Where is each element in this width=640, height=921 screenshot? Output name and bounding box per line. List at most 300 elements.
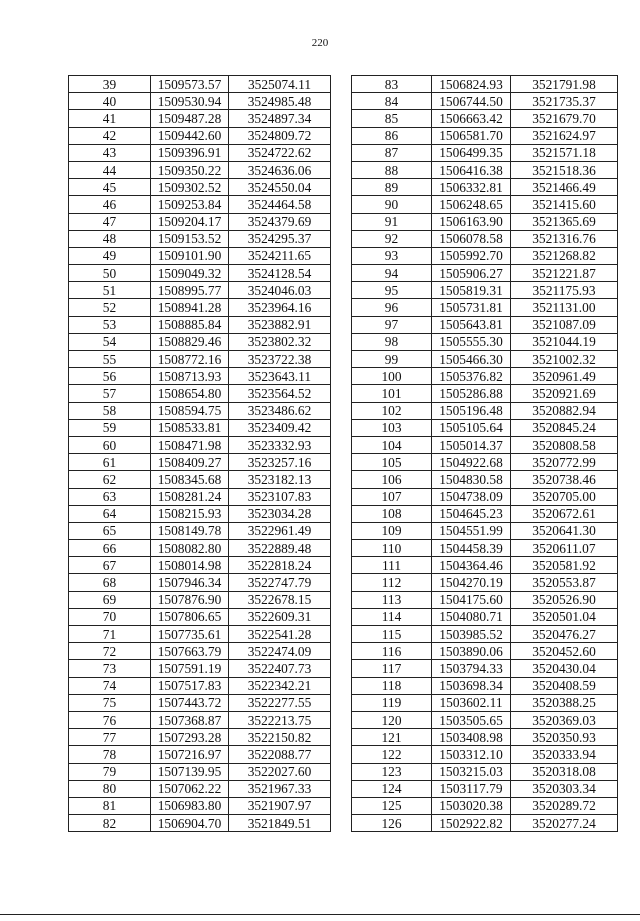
point-number-cell: 120 bbox=[352, 711, 432, 728]
point-number-cell: 115 bbox=[352, 626, 432, 643]
northing-cell: 3520350.93 bbox=[511, 729, 618, 746]
point-number-cell: 121 bbox=[352, 729, 432, 746]
easting-cell: 1503215.03 bbox=[432, 763, 511, 780]
point-number-cell: 85 bbox=[352, 110, 432, 127]
easting-cell: 1503020.38 bbox=[432, 797, 511, 814]
northing-cell: 3520452.60 bbox=[511, 643, 618, 660]
easting-cell: 1506824.93 bbox=[432, 76, 511, 93]
point-number-cell: 75 bbox=[69, 694, 151, 711]
easting-cell: 1509442.60 bbox=[151, 127, 229, 144]
table-row bbox=[352, 797, 618, 814]
easting-cell: 1504270.19 bbox=[432, 574, 511, 591]
easting-cell: 1509153.52 bbox=[151, 230, 229, 247]
easting-cell: 1508082.80 bbox=[151, 540, 229, 557]
northing-cell: 3522678.15 bbox=[229, 591, 331, 608]
table-row bbox=[352, 471, 618, 488]
table-row bbox=[69, 471, 331, 488]
northing-cell: 3520705.00 bbox=[511, 488, 618, 505]
table-row bbox=[69, 196, 331, 213]
point-number-cell: 117 bbox=[352, 660, 432, 677]
easting-cell: 1505643.81 bbox=[432, 316, 511, 333]
northing-cell: 3523332.93 bbox=[229, 436, 331, 453]
northing-cell: 3520738.46 bbox=[511, 471, 618, 488]
table-row bbox=[69, 213, 331, 230]
easting-cell: 1504364.46 bbox=[432, 557, 511, 574]
table-row bbox=[352, 591, 618, 608]
northing-cell: 3520672.61 bbox=[511, 505, 618, 522]
table-row bbox=[352, 351, 618, 368]
point-number-cell: 107 bbox=[352, 488, 432, 505]
point-number-cell: 111 bbox=[352, 557, 432, 574]
point-number-cell: 44 bbox=[69, 161, 151, 178]
easting-cell: 1509530.94 bbox=[151, 93, 229, 110]
easting-cell: 1507517.83 bbox=[151, 677, 229, 694]
northing-cell: 3520526.90 bbox=[511, 591, 618, 608]
northing-cell: 3524128.54 bbox=[229, 265, 331, 282]
table-row bbox=[69, 385, 331, 402]
easting-cell: 1506983.80 bbox=[151, 797, 229, 814]
easting-cell: 1507663.79 bbox=[151, 643, 229, 660]
point-number-cell: 108 bbox=[352, 505, 432, 522]
easting-cell: 1503698.34 bbox=[432, 677, 511, 694]
northing-cell: 3523722.38 bbox=[229, 351, 331, 368]
easting-cell: 1509049.32 bbox=[151, 265, 229, 282]
easting-cell: 1503602.11 bbox=[432, 694, 511, 711]
table-row bbox=[69, 144, 331, 161]
northing-cell: 3523409.42 bbox=[229, 419, 331, 436]
point-number-cell: 42 bbox=[69, 127, 151, 144]
point-number-cell: 79 bbox=[69, 763, 151, 780]
point-number-cell: 69 bbox=[69, 591, 151, 608]
northing-cell: 3520369.03 bbox=[511, 711, 618, 728]
table-row bbox=[69, 161, 331, 178]
point-number-cell: 84 bbox=[352, 93, 432, 110]
easting-cell: 1507735.61 bbox=[151, 626, 229, 643]
table-row bbox=[69, 351, 331, 368]
table-row bbox=[352, 711, 618, 728]
easting-cell: 1508713.93 bbox=[151, 368, 229, 385]
easting-cell: 1506904.70 bbox=[151, 815, 229, 832]
table-row bbox=[352, 505, 618, 522]
bottom-divider bbox=[0, 914, 640, 915]
northing-cell: 3520430.04 bbox=[511, 660, 618, 677]
easting-cell: 1509350.22 bbox=[151, 161, 229, 178]
northing-cell: 3521415.60 bbox=[511, 196, 618, 213]
easting-cell: 1508772.16 bbox=[151, 351, 229, 368]
table-row bbox=[69, 316, 331, 333]
northing-cell: 3523486.62 bbox=[229, 402, 331, 419]
northing-cell: 3523882.91 bbox=[229, 316, 331, 333]
table-row bbox=[69, 127, 331, 144]
northing-cell: 3524550.04 bbox=[229, 179, 331, 196]
northing-cell: 3523034.28 bbox=[229, 505, 331, 522]
northing-cell: 3524046.03 bbox=[229, 282, 331, 299]
table-row bbox=[69, 93, 331, 110]
table-row bbox=[352, 368, 618, 385]
table-row bbox=[352, 436, 618, 453]
easting-cell: 1504645.23 bbox=[432, 505, 511, 522]
easting-cell: 1506248.65 bbox=[432, 196, 511, 213]
northing-cell: 3521735.37 bbox=[511, 93, 618, 110]
point-number-cell: 118 bbox=[352, 677, 432, 694]
point-number-cell: 125 bbox=[352, 797, 432, 814]
point-number-cell: 101 bbox=[352, 385, 432, 402]
northing-cell: 3521131.00 bbox=[511, 299, 618, 316]
table-row bbox=[352, 385, 618, 402]
table-row bbox=[69, 660, 331, 677]
northing-cell: 3521907.97 bbox=[229, 797, 331, 814]
table-row bbox=[352, 454, 618, 471]
table-row bbox=[352, 213, 618, 230]
easting-cell: 1506744.50 bbox=[432, 93, 511, 110]
northing-cell: 3521518.36 bbox=[511, 161, 618, 178]
point-number-cell: 97 bbox=[352, 316, 432, 333]
northing-cell: 3523107.83 bbox=[229, 488, 331, 505]
northing-cell: 3521967.33 bbox=[229, 780, 331, 797]
easting-cell: 1509101.90 bbox=[151, 247, 229, 264]
table-row bbox=[352, 419, 618, 436]
northing-cell: 3522961.49 bbox=[229, 522, 331, 539]
northing-cell: 3520318.08 bbox=[511, 763, 618, 780]
easting-cell: 1509573.57 bbox=[151, 76, 229, 93]
table-row bbox=[352, 608, 618, 625]
table-row bbox=[352, 127, 618, 144]
point-number-cell: 91 bbox=[352, 213, 432, 230]
table-row bbox=[69, 608, 331, 625]
point-number-cell: 61 bbox=[69, 454, 151, 471]
northing-cell: 3524379.69 bbox=[229, 213, 331, 230]
table-row bbox=[69, 488, 331, 505]
point-number-cell: 65 bbox=[69, 522, 151, 539]
easting-cell: 1508471.98 bbox=[151, 436, 229, 453]
easting-cell: 1508533.81 bbox=[151, 419, 229, 436]
easting-cell: 1506416.38 bbox=[432, 161, 511, 178]
easting-cell: 1503408.98 bbox=[432, 729, 511, 746]
point-number-cell: 43 bbox=[69, 144, 151, 161]
point-number-cell: 48 bbox=[69, 230, 151, 247]
easting-cell: 1507368.87 bbox=[151, 711, 229, 728]
northing-cell: 3521316.76 bbox=[511, 230, 618, 247]
table-row bbox=[352, 660, 618, 677]
point-number-cell: 70 bbox=[69, 608, 151, 625]
table-row bbox=[352, 110, 618, 127]
point-number-cell: 40 bbox=[69, 93, 151, 110]
point-number-cell: 56 bbox=[69, 368, 151, 385]
point-number-cell: 98 bbox=[352, 333, 432, 350]
point-number-cell: 114 bbox=[352, 608, 432, 625]
northing-cell: 3520611.07 bbox=[511, 540, 618, 557]
table-row bbox=[69, 402, 331, 419]
table-row bbox=[69, 179, 331, 196]
easting-cell: 1504922.68 bbox=[432, 454, 511, 471]
easting-cell: 1505105.64 bbox=[432, 419, 511, 436]
point-number-cell: 89 bbox=[352, 179, 432, 196]
northing-cell: 3520303.34 bbox=[511, 780, 618, 797]
northing-cell: 3521002.32 bbox=[511, 351, 618, 368]
point-number-cell: 126 bbox=[352, 815, 432, 832]
point-number-cell: 72 bbox=[69, 643, 151, 660]
table-row bbox=[69, 454, 331, 471]
point-number-cell: 45 bbox=[69, 179, 151, 196]
table-row bbox=[352, 161, 618, 178]
northing-cell: 3521268.82 bbox=[511, 247, 618, 264]
northing-cell: 3521679.70 bbox=[511, 110, 618, 127]
northing-cell: 3520277.24 bbox=[511, 815, 618, 832]
point-number-cell: 104 bbox=[352, 436, 432, 453]
easting-cell: 1509253.84 bbox=[151, 196, 229, 213]
easting-cell: 1505466.30 bbox=[432, 351, 511, 368]
table-row bbox=[352, 694, 618, 711]
point-number-cell: 54 bbox=[69, 333, 151, 350]
point-number-cell: 77 bbox=[69, 729, 151, 746]
easting-cell: 1506499.35 bbox=[432, 144, 511, 161]
table-row bbox=[69, 436, 331, 453]
easting-cell: 1507946.34 bbox=[151, 574, 229, 591]
table-row bbox=[352, 746, 618, 763]
table-row bbox=[352, 179, 618, 196]
table-row bbox=[69, 505, 331, 522]
northing-cell: 3522889.48 bbox=[229, 540, 331, 557]
table-row bbox=[352, 230, 618, 247]
table-row bbox=[352, 76, 618, 93]
northing-cell: 3523802.32 bbox=[229, 333, 331, 350]
table-row bbox=[352, 729, 618, 746]
point-number-cell: 52 bbox=[69, 299, 151, 316]
easting-cell: 1504551.99 bbox=[432, 522, 511, 539]
easting-cell: 1509396.91 bbox=[151, 144, 229, 161]
point-number-cell: 102 bbox=[352, 402, 432, 419]
point-number-cell: 88 bbox=[352, 161, 432, 178]
point-number-cell: 74 bbox=[69, 677, 151, 694]
easting-cell: 1504830.58 bbox=[432, 471, 511, 488]
table-row bbox=[352, 574, 618, 591]
table-row bbox=[352, 402, 618, 419]
northing-cell: 3524464.58 bbox=[229, 196, 331, 213]
table-row bbox=[352, 488, 618, 505]
point-number-cell: 90 bbox=[352, 196, 432, 213]
table-row bbox=[69, 76, 331, 93]
table-row bbox=[69, 522, 331, 539]
point-number-cell: 39 bbox=[69, 76, 151, 93]
point-number-cell: 100 bbox=[352, 368, 432, 385]
easting-cell: 1503985.52 bbox=[432, 626, 511, 643]
northing-cell: 3520501.04 bbox=[511, 608, 618, 625]
easting-cell: 1507591.19 bbox=[151, 660, 229, 677]
point-number-cell: 122 bbox=[352, 746, 432, 763]
northing-cell: 3523257.16 bbox=[229, 454, 331, 471]
table-row bbox=[69, 797, 331, 814]
northing-cell: 3521175.93 bbox=[511, 282, 618, 299]
northing-cell: 3523964.16 bbox=[229, 299, 331, 316]
northing-cell: 3521791.98 bbox=[511, 76, 618, 93]
easting-cell: 1506163.90 bbox=[432, 213, 511, 230]
northing-cell: 3522609.31 bbox=[229, 608, 331, 625]
northing-cell: 3520408.59 bbox=[511, 677, 618, 694]
table-row bbox=[352, 815, 618, 832]
table-row bbox=[69, 540, 331, 557]
northing-cell: 3522474.09 bbox=[229, 643, 331, 660]
easting-cell: 1508829.46 bbox=[151, 333, 229, 350]
northing-cell: 3522407.73 bbox=[229, 660, 331, 677]
table-row bbox=[69, 557, 331, 574]
table-row bbox=[69, 265, 331, 282]
easting-cell: 1508215.93 bbox=[151, 505, 229, 522]
table-row bbox=[69, 247, 331, 264]
table-row bbox=[69, 677, 331, 694]
easting-cell: 1504175.60 bbox=[432, 591, 511, 608]
easting-cell: 1508594.75 bbox=[151, 402, 229, 419]
point-number-cell: 81 bbox=[69, 797, 151, 814]
northing-cell: 3522213.75 bbox=[229, 711, 331, 728]
point-number-cell: 99 bbox=[352, 351, 432, 368]
northing-cell: 3521571.18 bbox=[511, 144, 618, 161]
easting-cell: 1507216.97 bbox=[151, 746, 229, 763]
easting-cell: 1508941.28 bbox=[151, 299, 229, 316]
table-row bbox=[69, 815, 331, 832]
northing-cell: 3521624.97 bbox=[511, 127, 618, 144]
easting-cell: 1505286.88 bbox=[432, 385, 511, 402]
table-row bbox=[352, 643, 618, 660]
page-number: 220 bbox=[311, 37, 329, 49]
easting-cell: 1508995.77 bbox=[151, 282, 229, 299]
northing-cell: 3520641.30 bbox=[511, 522, 618, 539]
northing-cell: 3524211.65 bbox=[229, 247, 331, 264]
table-row bbox=[69, 763, 331, 780]
easting-cell: 1503312.10 bbox=[432, 746, 511, 763]
point-number-cell: 59 bbox=[69, 419, 151, 436]
easting-cell: 1506663.42 bbox=[432, 110, 511, 127]
point-number-cell: 62 bbox=[69, 471, 151, 488]
northing-cell: 3521466.49 bbox=[511, 179, 618, 196]
table-row bbox=[352, 247, 618, 264]
point-number-cell: 105 bbox=[352, 454, 432, 471]
point-number-cell: 78 bbox=[69, 746, 151, 763]
northing-cell: 3524636.06 bbox=[229, 161, 331, 178]
table-row bbox=[69, 368, 331, 385]
point-number-cell: 93 bbox=[352, 247, 432, 264]
easting-cell: 1507139.95 bbox=[151, 763, 229, 780]
easting-cell: 1507293.28 bbox=[151, 729, 229, 746]
easting-cell: 1508885.84 bbox=[151, 316, 229, 333]
northing-cell: 3521849.51 bbox=[229, 815, 331, 832]
point-number-cell: 46 bbox=[69, 196, 151, 213]
northing-cell: 3525074.11 bbox=[229, 76, 331, 93]
table-row bbox=[352, 333, 618, 350]
point-number-cell: 53 bbox=[69, 316, 151, 333]
coordinate-table-left bbox=[68, 75, 331, 832]
easting-cell: 1505819.31 bbox=[432, 282, 511, 299]
northing-cell: 3520553.87 bbox=[511, 574, 618, 591]
northing-cell: 3520772.99 bbox=[511, 454, 618, 471]
easting-cell: 1508014.98 bbox=[151, 557, 229, 574]
table-row bbox=[69, 230, 331, 247]
northing-cell: 3520845.24 bbox=[511, 419, 618, 436]
easting-cell: 1508654.80 bbox=[151, 385, 229, 402]
easting-cell: 1504458.39 bbox=[432, 540, 511, 557]
northing-cell: 3523643.11 bbox=[229, 368, 331, 385]
northing-cell: 3522747.79 bbox=[229, 574, 331, 591]
easting-cell: 1502922.82 bbox=[432, 815, 511, 832]
easting-cell: 1504080.71 bbox=[432, 608, 511, 625]
northing-cell: 3520476.27 bbox=[511, 626, 618, 643]
easting-cell: 1505014.37 bbox=[432, 436, 511, 453]
easting-cell: 1504738.09 bbox=[432, 488, 511, 505]
point-number-cell: 64 bbox=[69, 505, 151, 522]
northing-cell: 3524722.62 bbox=[229, 144, 331, 161]
northing-cell: 3521087.09 bbox=[511, 316, 618, 333]
table-row bbox=[69, 780, 331, 797]
point-number-cell: 47 bbox=[69, 213, 151, 230]
point-number-cell: 95 bbox=[352, 282, 432, 299]
table-row bbox=[69, 574, 331, 591]
table-row bbox=[352, 763, 618, 780]
table-row bbox=[69, 419, 331, 436]
northing-cell: 3520289.72 bbox=[511, 797, 618, 814]
table-row bbox=[352, 522, 618, 539]
easting-cell: 1506581.70 bbox=[432, 127, 511, 144]
table-row bbox=[352, 93, 618, 110]
table-row bbox=[352, 780, 618, 797]
northing-cell: 3523182.13 bbox=[229, 471, 331, 488]
point-number-cell: 51 bbox=[69, 282, 151, 299]
table-row bbox=[352, 282, 618, 299]
easting-cell: 1507062.22 bbox=[151, 780, 229, 797]
point-number-cell: 76 bbox=[69, 711, 151, 728]
point-number-cell: 109 bbox=[352, 522, 432, 539]
point-number-cell: 58 bbox=[69, 402, 151, 419]
table-row bbox=[352, 626, 618, 643]
northing-cell: 3520882.94 bbox=[511, 402, 618, 419]
easting-cell: 1505906.27 bbox=[432, 265, 511, 282]
point-number-cell: 50 bbox=[69, 265, 151, 282]
point-number-cell: 112 bbox=[352, 574, 432, 591]
easting-cell: 1508409.27 bbox=[151, 454, 229, 471]
northing-cell: 3524809.72 bbox=[229, 127, 331, 144]
point-number-cell: 82 bbox=[69, 815, 151, 832]
easting-cell: 1509302.52 bbox=[151, 179, 229, 196]
point-number-cell: 110 bbox=[352, 540, 432, 557]
point-number-cell: 73 bbox=[69, 660, 151, 677]
point-number-cell: 92 bbox=[352, 230, 432, 247]
point-number-cell: 66 bbox=[69, 540, 151, 557]
point-number-cell: 49 bbox=[69, 247, 151, 264]
easting-cell: 1506078.58 bbox=[432, 230, 511, 247]
point-number-cell: 87 bbox=[352, 144, 432, 161]
northing-cell: 3522150.82 bbox=[229, 729, 331, 746]
point-number-cell: 67 bbox=[69, 557, 151, 574]
easting-cell: 1508281.24 bbox=[151, 488, 229, 505]
easting-cell: 1505992.70 bbox=[432, 247, 511, 264]
easting-cell: 1507876.90 bbox=[151, 591, 229, 608]
table-row bbox=[352, 677, 618, 694]
table-row bbox=[352, 316, 618, 333]
easting-cell: 1506332.81 bbox=[432, 179, 511, 196]
northing-cell: 3524897.34 bbox=[229, 110, 331, 127]
point-number-cell: 116 bbox=[352, 643, 432, 660]
easting-cell: 1508149.78 bbox=[151, 522, 229, 539]
easting-cell: 1508345.68 bbox=[151, 471, 229, 488]
table-row bbox=[352, 265, 618, 282]
table-row bbox=[69, 643, 331, 660]
coordinate-table-right bbox=[351, 75, 618, 832]
table-row bbox=[69, 626, 331, 643]
table-row bbox=[69, 110, 331, 127]
point-number-cell: 55 bbox=[69, 351, 151, 368]
easting-cell: 1503794.33 bbox=[432, 660, 511, 677]
table-row bbox=[69, 711, 331, 728]
table-row bbox=[69, 746, 331, 763]
easting-cell: 1509204.17 bbox=[151, 213, 229, 230]
